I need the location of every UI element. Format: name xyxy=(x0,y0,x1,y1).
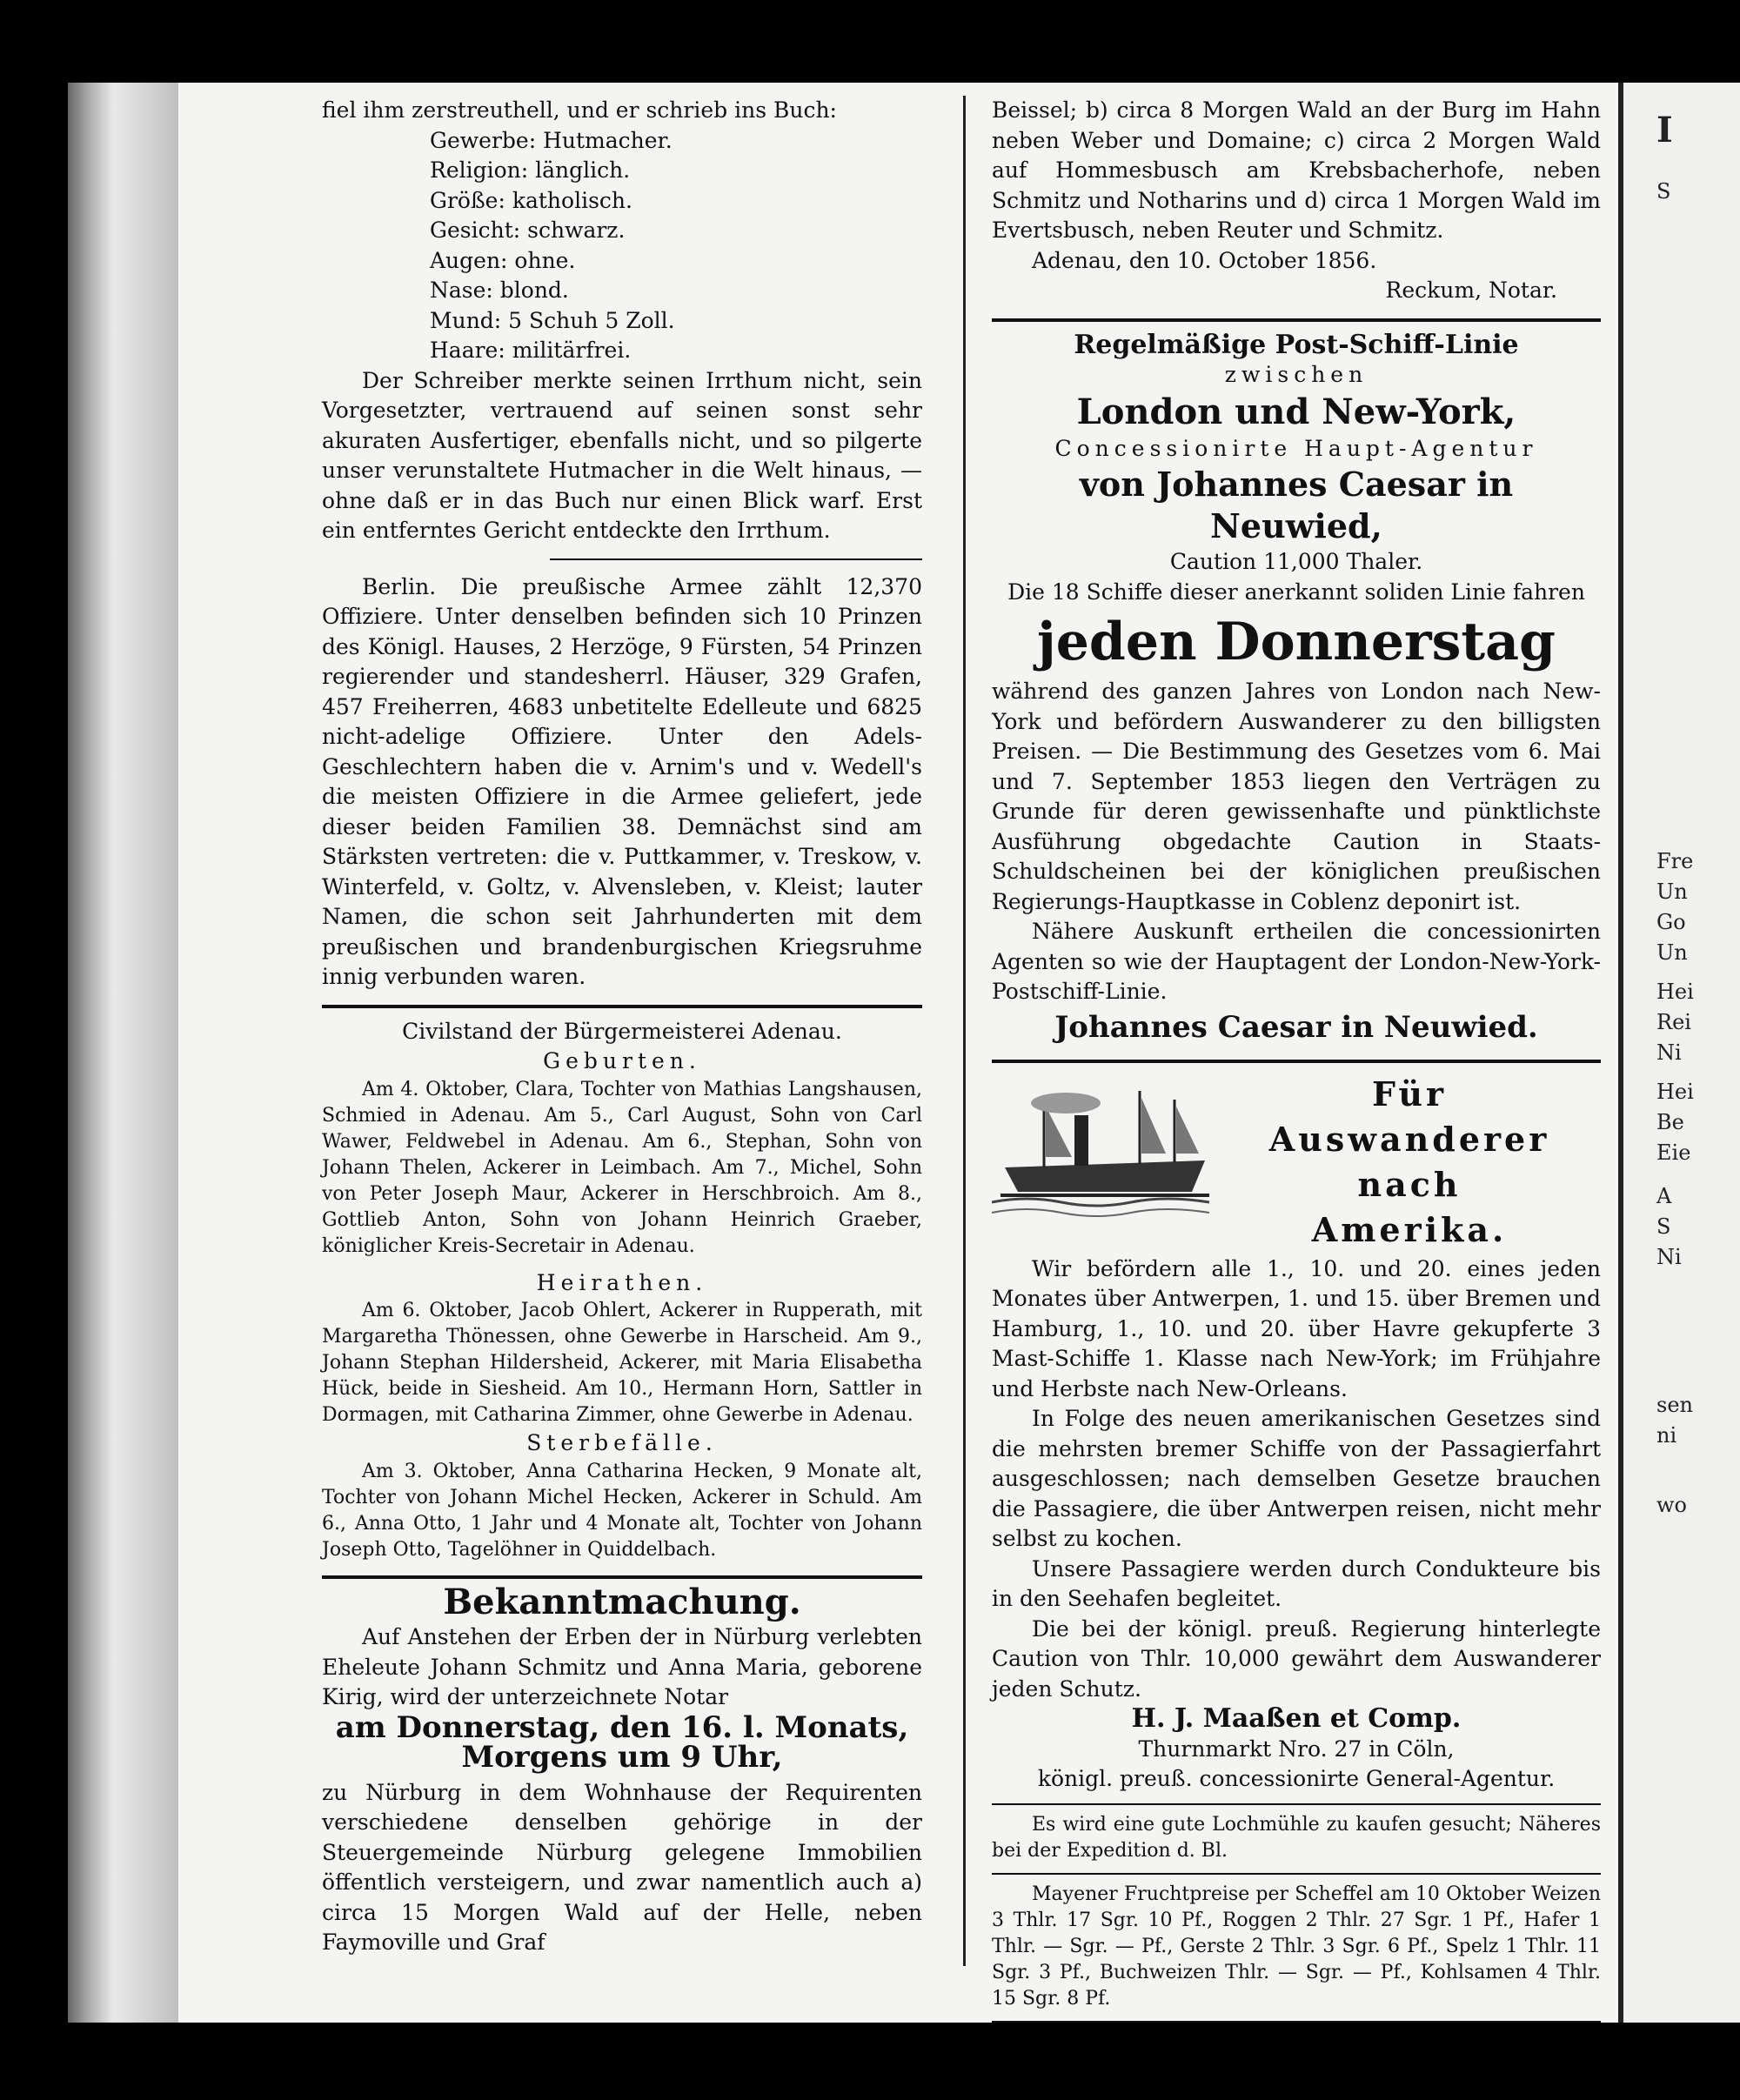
ad1-info: Nähere Auskunft ertheilen die concessionirten Agenten so wie der Hauptagent der London-New-York-Postschiff-Linie. xyxy=(992,919,1601,1004)
deaths-text: Am 3. Oktober, Anna Catharina Hecken, 9 Monate alt, Tochter von Johann Michel Hecken, Ackerer in Schuld. Am 6., Anna Otto, 1 Jahr und 4 Monate alt, Tochter von Johann Joseph Otto, Tagelöhner in Quiddelbach. xyxy=(322,1460,922,1561)
right-column xyxy=(992,96,1601,2082)
ad2-title xyxy=(1218,1072,1601,1253)
section-rule xyxy=(992,1803,1601,1805)
fragment-text: Rei xyxy=(1656,1010,1691,1034)
notice-time-line: Morgens um 9 Uhr, xyxy=(461,1740,783,1775)
list-item: Größe: katholisch. xyxy=(430,187,632,213)
fragment-text: Ni xyxy=(1656,1040,1682,1065)
list-item: Religion: länglich. xyxy=(430,157,631,183)
ad1-line6: Caution 11,000 Thaler. xyxy=(1169,549,1423,574)
ad2-head2: Auswanderer nach xyxy=(1268,1119,1550,1204)
deaths-heading: Sterbefälle. xyxy=(526,1430,718,1455)
ad1-line3: London und New-York, xyxy=(1076,391,1516,432)
ad2-head1: Für xyxy=(1372,1073,1447,1114)
berlin-article: Berlin. Die preußische Armee zählt 12,370 Offiziere. Unter denselben befinden sich 10 Prinzen des Königl. Hauses, 2 Herzöge, 9 Fürsten, 54 Prinzen regierender und standesherrl. Häuser, 329 Grafen, 457 Freiherren, 4683 unbetitelte Edelleute und 6825 nicht-adelige Offiziere. Unter den Adels-Geschlechtern haben die v. Arnim's und v. Wedell's die meisten Offiziere in die Armee geliefert, jede dieser beiden Familien 38. Demnächst sind am Stärksten vertreten: die v. Puttkammer, v. Treskow, v. Winterfeld, v. Goltz, v. Alvensleben, v. Kleist; lauter Namen, die schon seit Jahrhunderten mit dem preußischen und brandenburgischen Kriegsruhme innig verbunden waren. xyxy=(322,573,922,989)
fragment-text: Be xyxy=(1656,1110,1684,1134)
section-rule xyxy=(322,1005,922,1008)
fragment-text: S xyxy=(1656,1214,1671,1239)
steamship-icon xyxy=(992,1080,1218,1228)
ad2-sig1: H. J. Maaßen et Comp. xyxy=(1131,1703,1462,1734)
next-page-fragment xyxy=(1618,83,1740,2023)
list-item: Gesicht: schwarz. xyxy=(430,217,626,243)
fragment-text: ni xyxy=(1656,1423,1677,1448)
column-divider xyxy=(963,96,966,1966)
births-text: Am 4. Oktober, Clara, Tochter von Mathias Langshausen, Schmied in Adenau. Am 5., Carl August, Sohn von Carl Wawer, Feldwebel in Adenau. Am 6., Stephan, Sohn von Johann Thelen, Ackerer in Leimbach. Am 7., Michel, Sohn von Peter Joseph Maur, Ackerer in Herschbroich. Am 8., Gottlieb Anton, Sohn von Johann Heinrich Graeber, königlicher Kreis-Secretair in Adenau. xyxy=(322,1078,922,1257)
ad1-line7: Die 18 Schiffe dieser anerkannt soliden Linie fahren xyxy=(1007,579,1585,605)
scan-border-bottom xyxy=(0,2023,1740,2100)
fragment-text: S xyxy=(1656,179,1671,204)
ad1-line4: Concessionirte Haupt-Agentur xyxy=(1054,435,1538,461)
ad2-body4: Die bei der königl. preuß. Regierung hinterlegte Caution von Thlr. 10,000 gewährt dem Auswanderer jeden Schutz. xyxy=(992,1615,1601,1702)
ad1-body: während des ganzen Jahres von London nach New-York und befördern Auswanderer zu den billigsten Preisen. — Die Bestimmung des Gesetzes vom 6. Mai und 7. September 1853 liegen den Verträgen zu Grunde für deren gewissenhafte und pünktlichste Ausführung obgedachte Caution in Staats-Schuldscheinen bei der königlichen preußischen Regierungs-Hauptkasse in Coblenz deponirt ist. xyxy=(992,679,1601,914)
fragment-text: Hei xyxy=(1656,1080,1694,1104)
scan-border-left xyxy=(0,0,70,2100)
fragment-text: Un xyxy=(1656,879,1688,904)
marriages-heading: Heirathen. xyxy=(536,1269,708,1295)
ad2-head3: Amerika. xyxy=(1311,1209,1508,1249)
notice-heading: Bekanntmachung. xyxy=(443,1581,801,1622)
notice-intro: Auf Anstehen der Erben der in Nürburg verlebten Eheleute Johann Schmitz und Anna Maria, geborene Kirig, wird der unterzeichnete Notar xyxy=(322,1624,922,1709)
ad2-body3: Unsere Passagiere werden durch Condukteure bis in den Seehafen begleitet. xyxy=(992,1555,1601,1611)
ad1-line2: zwischen xyxy=(1224,362,1369,387)
list-item: Mund: 5 Schuh 5 Zoll. xyxy=(430,307,675,333)
mill-notice: Es wird eine gute Lochmühle zu kaufen gesucht; Näheres bei der Expedition d. Bl. xyxy=(992,1813,1601,1862)
ad2-body2: In Folge des neuen amerikanischen Gesetzes sind die mehrsten bremer Schiffe von der Passagierfahrt ausgeschlossen; nach demselben Gesetze brauchen die Passagiere, die über Antwerpen reisen, nicht mehr selbst zu kochen. xyxy=(992,1406,1601,1551)
fragment-text: Un xyxy=(1656,940,1688,965)
ad2-sig2: Thurnmarkt Nro. 27 in Cöln, xyxy=(1138,1736,1455,1762)
list-item: Augen: ohne. xyxy=(430,247,576,273)
grain-prices: Mayener Fruchtpreise per Scheffel am 10 Oktober Weizen 3 Thlr. 17 Sgr. 10 Pf., Roggen 2 Thlr. 27 Sgr. 1 Pf., Hafer 1 Thlr. — Sgr. — Pf., Gerste 2 Thlr. 3 Sgr. 6 Pf., Spelz 1 Thlr. 11 Sgr. 3 Pf., Buchweizen Thlr. — Sgr. — Pf., Kohlsamen 4 Thlr. 15 Sgr. 8 Pf. xyxy=(992,1883,1601,2010)
list-item: Gewerbe: Hutmacher. xyxy=(430,127,673,153)
births-heading: Geburten. xyxy=(543,1048,701,1073)
scan-border-top xyxy=(0,0,1740,83)
fragment-text: Fre xyxy=(1656,849,1694,873)
fragment-text: Ni xyxy=(1656,1245,1682,1269)
ad2-sig3: königl. preuß. concessionirte General-Agentur. xyxy=(1037,1766,1556,1791)
notice-continuation: Beissel; b) circa 8 Morgen Wald an der Burg im Hahn neben Weber und Domaine; c) circa 2 Morgen Wald auf Hommesbusch am Krebsbacherhofe, neben Schmitz und Notharins und d) circa 1 Morgen Wald im Evertsbusch, neben Reuter und Schmitz. xyxy=(992,97,1601,243)
fragment-text: I xyxy=(1656,110,1673,150)
notary-signature: Reckum, Notar. xyxy=(1385,278,1557,303)
notice-body: zu Nürburg in dem Wohnhause der Requirenten verschiedene denselben gehörige in der Steuergemeinde Nürburg gelegene Immobilien öffentlich versteigern, und zwar namentlich auch a) circa 15 Morgen Wald auf der Helle, neben Faymoville und Graf xyxy=(322,1779,922,1955)
list-item: Haare: militärfrei. xyxy=(430,338,632,363)
section-rule xyxy=(992,1060,1601,1063)
section-rule xyxy=(992,1873,1601,1875)
marriages-text: Am 6. Oktober, Jacob Ohlert, Ackerer in Rupperath, mit Margaretha Thönessen, ohne Gewerbe in Harscheid. Am 9., Johann Stephan Hildersheid, Ackerer, mit Maria Elisabetha Hück, beide in Siesheid. Am 10., Hermann Horn, Sattler in Dormagen, mit Catharina Zimmer, ohne Gewerbe in Adenau. xyxy=(322,1300,922,1426)
fragment-text: sen xyxy=(1656,1393,1693,1417)
scan-border-corner xyxy=(1501,0,1740,96)
fragment-text: Go xyxy=(1656,910,1686,934)
notice-place-date: Adenau, den 10. October 1856. xyxy=(1032,247,1377,273)
book-page-edges xyxy=(68,83,181,2023)
section-rule xyxy=(992,318,1601,322)
left-column xyxy=(322,96,922,1958)
fragment-text: A xyxy=(1656,1184,1672,1208)
civil-status-title: Civilstand der Bürgermeisterei Adenau. xyxy=(402,1018,842,1044)
notice-date-line: am Donnerstag, den 16. l. Monats, xyxy=(335,1709,909,1745)
ad1-signature: Johannes Caesar in Neuwied. xyxy=(1054,1009,1538,1045)
intro-line: fiel ihm zerstreuthell, und er schrieb ins Buch: xyxy=(322,97,837,123)
fragment-text: Hei xyxy=(1656,980,1694,1004)
fragment-text: wo xyxy=(1656,1493,1687,1517)
gutter-shadow xyxy=(1618,83,1623,2023)
ad1-line1: Regelmäßige Post-Schiff-Linie xyxy=(1074,329,1519,360)
short-rule xyxy=(550,558,922,560)
ad2-body1: Wir befördern alle 1., 10. und 20. eines jeden Monates über Antwerpen, 1. und 15. über Bremen und Hamburg, 1., 10. und 20. über Havre gekupferte 3 Mast-Schiffe 1. Klasse nach New-York; im Frühjahre und Herbste nach New-Orleans. xyxy=(992,1255,1601,1401)
story-paragraph: Der Schreiber merkte seinen Irrthum nicht, sein Vorgesetzter, vertrauend auf seinen sonst sehr akuraten Ausfertiger, ebenfalls nicht, und so pilgerte unser verunstaltete Hutmacher in die Welt hinaus, — ohne daß er in das Buch nur einen Blick warf. Erst ein entferntes Gericht entdeckte den Irrthum. xyxy=(322,367,922,543)
fragment-text: Eie xyxy=(1656,1140,1691,1165)
list-item: Nase: blond. xyxy=(430,278,569,303)
ad1-line5: von Johannes Caesar in Neuwied, xyxy=(1079,465,1514,545)
section-rule xyxy=(322,1575,922,1579)
ad2-header xyxy=(992,1072,1601,1254)
ad1-big-headline: jeden Donnerstag xyxy=(1037,612,1556,672)
